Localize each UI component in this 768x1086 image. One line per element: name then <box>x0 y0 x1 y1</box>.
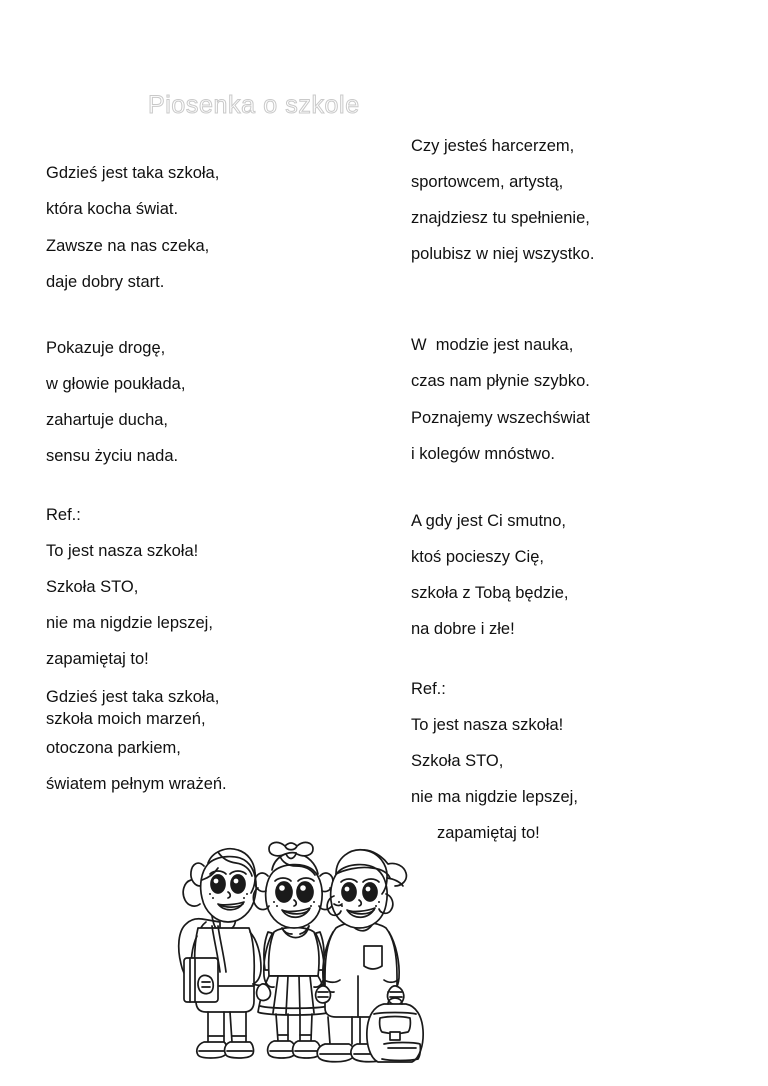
lyrics-line: szkoła moich marzeń, <box>46 710 206 728</box>
lyrics-stanza-refrain-2 <box>411 671 751 851</box>
lyrics-line: sensu życiu nada. <box>46 447 179 465</box>
lyrics-line: która kocha świat. <box>46 200 179 218</box>
lyrics-stanza-1 <box>411 128 751 272</box>
lyrics-line: szkoła z Tobą będzie, <box>411 584 569 602</box>
lyrics-line: na dobre i złe! <box>411 620 515 638</box>
lyrics-line: światem pełnym wrażeń. <box>46 775 227 793</box>
lyrics-line: To jest nasza szkoła! <box>411 716 564 734</box>
lyrics-line: nie ma nigdzie lepszej, <box>411 788 578 806</box>
lyrics-stanza-2 <box>46 228 386 300</box>
lyrics-stanza-4 <box>46 686 386 802</box>
lyrics-line: sportowcem, artystą, <box>411 173 564 191</box>
lyrics-line: polubisz w niej wszystko. <box>411 245 595 263</box>
lyrics-line: Ref.: <box>46 506 81 524</box>
lyrics-line: nie ma nigdzie lepszej, <box>46 614 213 632</box>
lyrics-line: zahartuje ducha, <box>46 411 169 429</box>
page-title: Piosenka o szkole <box>148 91 360 119</box>
lyrics-line: zapamiętaj to! <box>46 650 149 668</box>
lyrics-line: Gdzieś jest taka szkoła, <box>46 164 220 182</box>
lyrics-line: A gdy jest Ci smutno, <box>411 512 566 530</box>
lyrics-stanza-1 <box>46 155 386 227</box>
lyrics-line: Zawsze na nas czeka, <box>46 237 210 255</box>
lyrics-line: zapamiętaj to! <box>437 824 540 842</box>
lyrics-line: znajdziesz tu spełnienie, <box>411 209 590 227</box>
lyrics-line: Poznajemy wszechświat <box>411 409 590 427</box>
lyrics-line: W modzie jest nauka, <box>411 336 574 354</box>
lyrics-line: w głowie poukłada, <box>46 375 186 393</box>
three-schoolchildren-illustration <box>168 836 430 1076</box>
lyrics-stanza-2 <box>411 327 751 399</box>
lyrics-line: Szkoła STO, <box>46 578 139 596</box>
lyrics-stanza-3 <box>411 400 751 472</box>
lyrics-line: daje dobry start. <box>46 273 165 291</box>
lyrics-line: Czy jesteś harcerzem, <box>411 137 575 155</box>
lyrics-line: Szkoła STO, <box>411 752 504 770</box>
middle-girl <box>253 842 334 1058</box>
lyrics-line: otoczona parkiem, <box>46 739 181 757</box>
right-boy <box>316 850 424 1062</box>
lyrics-line: czas nam płynie szybko. <box>411 372 590 390</box>
lyrics-stanza-4 <box>411 503 751 647</box>
lyrics-line: Ref.: <box>411 680 446 698</box>
lyrics-stanza-refrain-1 <box>46 497 386 677</box>
lyrics-line: i kolegów mnóstwo. <box>411 445 555 463</box>
lyrics-line: ktoś pocieszy Cię, <box>411 548 544 566</box>
lyrics-line: Pokazuje drogę, <box>46 339 166 357</box>
lyrics-line: Gdzieś jest taka szkoła, <box>46 688 220 706</box>
lyrics-line: To jest nasza szkoła! <box>46 542 199 560</box>
lyrics-stanza-3 <box>46 330 386 474</box>
